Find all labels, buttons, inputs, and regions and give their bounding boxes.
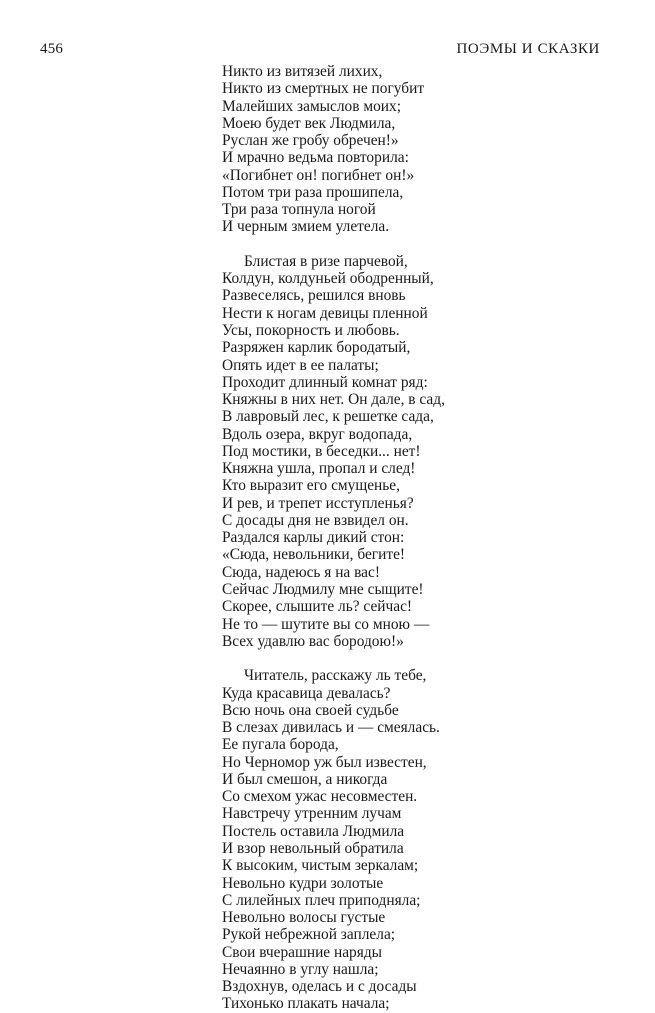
verse-line: «Сюда, невольники, бегите! (222, 546, 406, 564)
verse-line: Ее пугала борода, (222, 736, 339, 754)
verse-line: Развеселясь, решился вновь (222, 287, 406, 305)
verse-line: Малейших замыслов моих; (222, 97, 401, 115)
verse-line: И черным змием улетела. (222, 218, 390, 236)
verse-line: Моею будет век Людмила, (222, 114, 396, 132)
page-number: 456 (40, 41, 64, 57)
verse-line: Никто из витязей лихих, (222, 63, 383, 80)
verse-line: Всю ночь она своей судьбе (222, 701, 399, 719)
verse-line: Никто из смертных не погубит (222, 80, 425, 98)
verse-line: Куда красавица девалась? (222, 684, 391, 702)
verse-line: Скорее, слышите ль? сейчас! (222, 598, 413, 616)
verse-line: Усы, покорность и любовь. (222, 322, 400, 340)
verse-line: Раздался карлы дикий стон: (222, 529, 405, 547)
poem-text (222, 63, 622, 1013)
verse-line: Невольно кудри золотые (222, 874, 384, 892)
verse-line: Три раза топнула ногой (222, 201, 376, 219)
verse-line: Под мостики, в беседки... нет! (222, 442, 421, 460)
verse-line: Вздохнув, оделась и с досады (222, 978, 417, 996)
verse-line: «Погибнет он! погибнет он!» (222, 166, 415, 184)
verse-line: Постель оставила Людмила (222, 822, 405, 840)
verse-line: Рукой небрежной заплела; (222, 926, 396, 944)
verse-line: Сюда, надеюсь я на вас! (222, 563, 380, 581)
verse-line: Княжны в них нет. Он дале, в сад, (222, 391, 445, 409)
verse-line: И рев, и трепет исступленья? (222, 494, 414, 512)
stanza (222, 667, 622, 1012)
verse-line: Тихонько плакать начала; (222, 995, 390, 1013)
verse-line: Разряжен карлик бородатый, (222, 339, 411, 357)
verse-line: Вдоль озера, вкруг водопада, (222, 425, 413, 443)
stanza (222, 253, 622, 650)
verse-line: С лилейных плеч приподняла; (222, 891, 421, 909)
verse-line: И мрачно ведьма повторила: (222, 149, 409, 167)
verse-line: Опять идет в ее палаты; (222, 356, 379, 374)
stanza (222, 63, 622, 236)
verse-line: Потом три раза прошипела, (222, 183, 404, 201)
verse-line: С досады дня не взвидел он. (222, 511, 409, 529)
verse-line: Не то — шутите вы со мною — (222, 615, 430, 633)
verse-line: Княжна ушла, пропал и след! (222, 460, 416, 478)
verse-line: И взор невольный обратила (222, 840, 404, 858)
verse-line: Читатель, расскажу ль тебе, (244, 667, 427, 685)
running-head: ПОЭМЫ И СКАЗКИ (456, 41, 600, 57)
verse-line: Руслан же гробу обречен!» (222, 132, 399, 150)
verse-line: Блистая в ризе парчевой, (244, 252, 408, 270)
verse-line: Невольно волосы густые (222, 909, 386, 927)
verse-line: Но Черномор уж был известен, (222, 753, 427, 771)
verse-line: Нечаянно в углу нашла; (222, 960, 379, 978)
verse-line: Свои вчерашние наряды (222, 943, 383, 961)
verse-line: К высоким, чистым зеркалам; (222, 857, 419, 875)
verse-line: И был смешон, а никогда (222, 770, 388, 788)
verse-line: Кто выразит его смущенье, (222, 477, 400, 495)
verse-line: Колдун, колдуньей ободренный, (222, 270, 434, 288)
verse-line: Навстречу утренним лучам (222, 805, 402, 823)
verse-line: В слезах дивилась и — смеялась. (222, 719, 440, 737)
verse-line: Со смехом ужас несовместен. (222, 788, 418, 806)
verse-line: Всех удавлю вас бородою!» (222, 632, 404, 650)
verse-line: В лавровый лес, к решетке сада, (222, 408, 434, 426)
verse-line: Проходит длинный комнат ряд: (222, 373, 428, 391)
verse-line: Сейчас Людмилу мне сыщите! (222, 581, 424, 598)
verse-line: Нести к ногам девицы пленной (222, 304, 428, 322)
